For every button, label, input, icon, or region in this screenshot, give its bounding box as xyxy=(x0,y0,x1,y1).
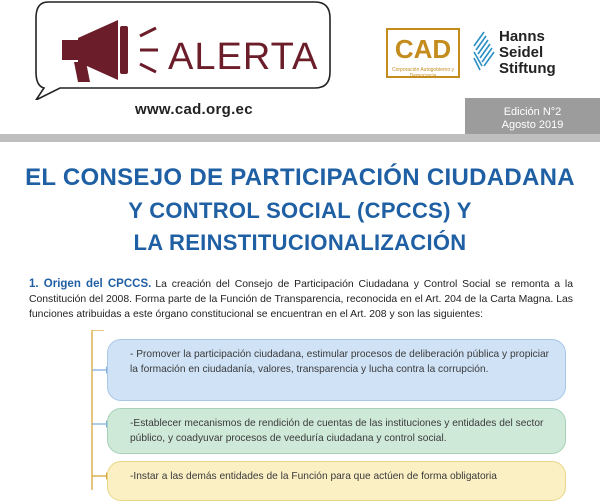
section-text: La creación del Consejo de Participación Ciudadana y Control Social se remonta a la Constitución del 2008. Forma parte de la Función de Transparencia, reconocida en el Art. 204 de la Carta Magna. Las funciones atribuidas a este órgano constitucional se encuentran en el Art. 208 y son las siguientes: xyxy=(29,279,573,320)
function-item-2: -Establecer mecanismos de rendición de cuentas de las instituciones y entidades del sector público, y coadyuvar procesos de veeduría ciudadana y control social. xyxy=(107,408,566,454)
section-heading: 1. Origen del CPCCS. xyxy=(29,278,152,290)
function-item-3: -Instar a las demás entidades de la Función para que actúen de forma obligatoria xyxy=(107,461,566,501)
cad-logo-text: CAD xyxy=(394,34,452,64)
page-title-line2: Y CONTROL SOCIAL (CPCCS) Y xyxy=(128,198,472,223)
edition-number: Edición N°2 xyxy=(503,106,562,118)
page-title-line3: LA REINSTITUCIONALIZACIÓN xyxy=(133,230,467,255)
page-title-line1: EL CONSEJO DE PARTICIPACIÓN CIUDADANA xyxy=(25,164,575,191)
header-divider xyxy=(0,134,600,142)
function-item-1: - Promover la participación ciudadana, estimular procesos de deliberación pública y propiciar la formación en ciudadanía, valores, transparencia y lucha contra la corrupción. xyxy=(107,339,566,401)
alert-title: ALERTA xyxy=(168,36,319,78)
hss-logo-icon xyxy=(470,28,496,78)
cad-logo-subtitle: Corporación Autogobierno y Democracia xyxy=(392,67,454,79)
section-paragraph xyxy=(29,277,573,322)
cad-logo xyxy=(386,28,460,78)
site-url[interactable]: www.cad.org.ec xyxy=(135,101,253,118)
edition-info xyxy=(465,106,600,132)
partner-name: Hanns Seidel Stiftung xyxy=(499,28,556,77)
edition-date: Agosto 2019 xyxy=(501,119,564,131)
